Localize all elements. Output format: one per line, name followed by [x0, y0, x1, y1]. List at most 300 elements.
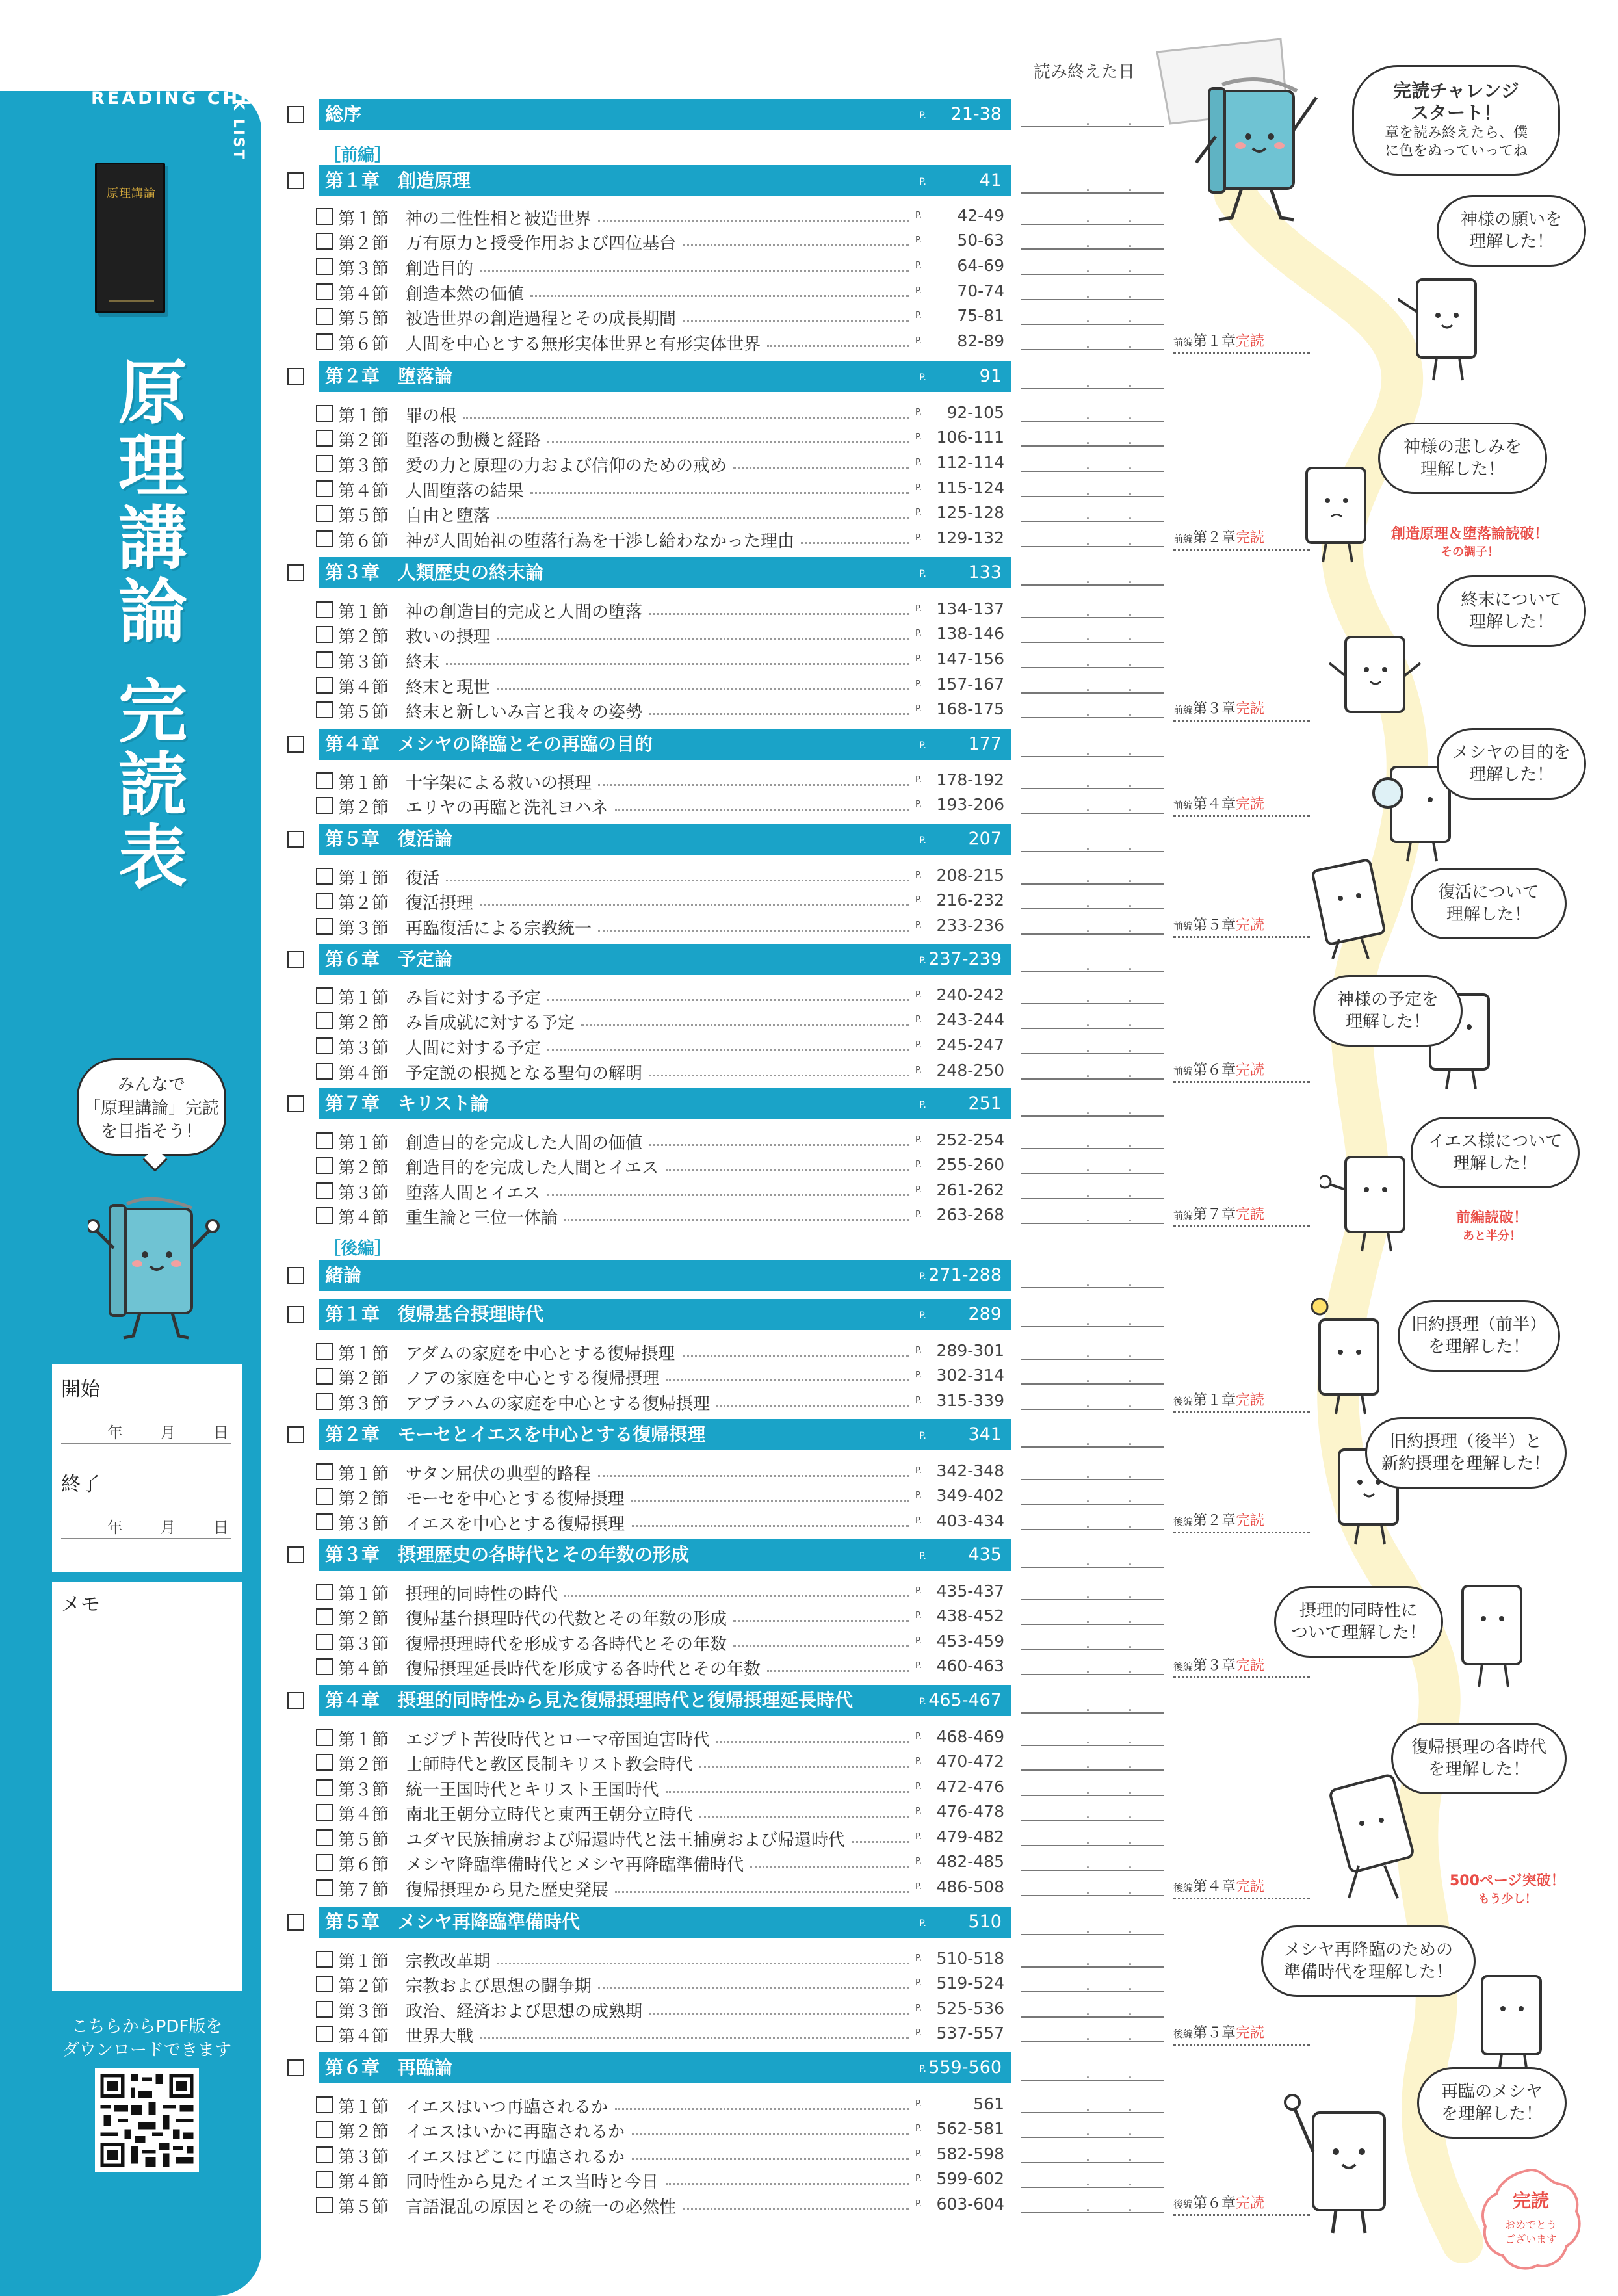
section-checkbox[interactable]	[316, 530, 333, 547]
chapter-complete-marker	[1173, 1875, 1264, 1896]
read-date-field[interactable]	[1021, 887, 1164, 909]
read-date-field[interactable]	[1021, 253, 1164, 275]
section-pages: 435-437	[936, 1582, 1004, 1600]
complete-chapter: 第３章	[1193, 701, 1236, 717]
date-dot: .	[1086, 958, 1090, 974]
page-mark: P.	[915, 1756, 922, 1766]
chapter-pages: 41	[979, 170, 1002, 190]
date-dot: .	[1086, 1134, 1090, 1151]
date-dot: .	[1086, 1660, 1090, 1676]
date-dot: .	[1128, 2173, 1132, 2189]
section-checkbox[interactable]	[316, 2171, 333, 2188]
chapter-checkbox[interactable]	[287, 951, 304, 968]
section-checkbox[interactable]	[316, 1182, 333, 1199]
section-pages: 599-602	[936, 2169, 1004, 2188]
section-checkbox[interactable]	[316, 1879, 333, 1896]
read-date-field[interactable]	[1021, 1913, 1164, 1935]
date-dot: .	[1086, 2148, 1090, 2165]
read-date-field[interactable]	[1021, 1603, 1164, 1625]
chapter-title: 緒論	[325, 1264, 362, 1286]
section-checkbox[interactable]	[316, 1488, 333, 1505]
complete-part: 前編	[1173, 704, 1194, 716]
read-date-field[interactable]	[1021, 1338, 1164, 1360]
read-date-field[interactable]	[1021, 203, 1164, 225]
section-checkbox[interactable]	[316, 2026, 333, 2042]
section-pages: 129-132	[936, 528, 1004, 547]
read-date-field[interactable]	[1021, 1970, 1164, 1992]
date-dot: .	[1086, 210, 1090, 226]
section-checkbox[interactable]	[316, 258, 333, 275]
section-checkbox[interactable]	[316, 1634, 333, 1650]
date-dot: .	[1128, 1039, 1132, 1056]
section-pages: 537-557	[936, 2024, 1004, 2042]
chapter-checkbox[interactable]	[287, 1546, 304, 1563]
chapter-checkbox[interactable]	[287, 1692, 304, 1709]
read-date-field[interactable]	[1021, 1266, 1164, 1288]
page-mark: P.	[915, 286, 922, 296]
date-dot: .	[1086, 1515, 1090, 1532]
date-dot: .	[1128, 1831, 1132, 1847]
page-mark: P.	[915, 432, 922, 442]
read-date-field[interactable]	[1021, 2020, 1164, 2042]
read-date-field[interactable]	[1021, 1007, 1164, 1029]
bubble-line: 神様の願いを	[1460, 210, 1562, 229]
cheer-note	[1450, 1872, 1565, 1909]
section-checkbox[interactable]	[316, 1513, 333, 1530]
section-checkbox[interactable]	[316, 701, 333, 718]
read-date-header: 読み終えた日	[1034, 62, 1136, 82]
section-pages: 562-581	[936, 2119, 1004, 2138]
section-pages: 486-508	[936, 1877, 1004, 1896]
read-date-field[interactable]	[1021, 475, 1164, 497]
leader-dots	[750, 1866, 909, 1868]
date-dot: .	[1128, 1273, 1132, 1290]
read-date-field[interactable]	[1021, 525, 1164, 547]
section-pages: 115-124	[936, 478, 1004, 497]
section-checkbox[interactable]	[316, 797, 333, 814]
chapter-checkbox[interactable]	[287, 1095, 304, 1112]
date-dot: .	[1086, 1273, 1090, 1290]
chapter-checkbox[interactable]	[287, 106, 304, 123]
read-date-field[interactable]	[1021, 982, 1164, 1004]
date-dot: .	[1128, 210, 1132, 226]
read-date-field[interactable]	[1021, 767, 1164, 789]
date-dot: .	[1086, 482, 1090, 499]
read-date-field[interactable]	[1021, 863, 1164, 885]
read-date-field[interactable]	[1021, 2166, 1164, 2188]
section-checkbox[interactable]	[316, 1012, 333, 1029]
section-checkbox[interactable]	[316, 208, 333, 225]
read-date-field[interactable]	[1021, 367, 1164, 389]
section-checkbox[interactable]	[316, 772, 333, 789]
read-date-field[interactable]	[1021, 1483, 1164, 1505]
section-checkbox[interactable]	[316, 893, 333, 909]
chapter-title: 第２章 モーセとイエスを中心とする復帰摂理	[325, 1424, 706, 1445]
section-checkbox[interactable]	[316, 918, 333, 935]
page-mark: P.	[919, 372, 926, 383]
date-dot: .	[1086, 1433, 1090, 1449]
leader-dots	[767, 345, 909, 347]
read-date-field[interactable]	[1021, 228, 1164, 250]
section-title: 第２節 エリヤの再臨と洗礼ヨハネ	[338, 798, 608, 818]
read-date-field[interactable]	[1021, 1849, 1164, 1871]
date-dot: .	[1086, 235, 1090, 251]
section-checkbox[interactable]	[316, 1157, 333, 1174]
date-dot: .	[1086, 1636, 1090, 1652]
cheer-line: 創造原理＆堕落論読破！	[1391, 526, 1549, 542]
chapter-pages: 341	[968, 1424, 1002, 1444]
read-date-field[interactable]	[1021, 913, 1164, 935]
date-dot: .	[1086, 1585, 1090, 1602]
chapter-title: 第６章 再臨論	[325, 2057, 453, 2078]
read-date-field[interactable]	[1021, 1388, 1164, 1410]
read-date-field[interactable]	[1021, 1458, 1164, 1480]
date-dot: .	[1086, 679, 1090, 695]
bubble-line: 準備時代を理解した！	[1283, 1963, 1453, 1982]
section-title: 第３節 政治、経済および思想の成熟期	[338, 2002, 643, 2022]
read-date-field[interactable]	[1021, 328, 1164, 350]
page-mark: P.	[915, 1832, 922, 1842]
section-title: 第２節 イエスはいかに再臨されるか	[338, 2122, 625, 2142]
leader-dots	[615, 809, 909, 811]
read-date-field[interactable]	[1021, 2116, 1164, 2138]
date-dot: .	[1128, 1312, 1132, 1329]
section-checkbox[interactable]	[316, 1037, 333, 1054]
read-date-field[interactable]	[1021, 1749, 1164, 1771]
complete-dots	[1173, 1532, 1310, 1533]
page-mark: P.	[915, 1661, 922, 1671]
date-dot: .	[1086, 1977, 1090, 1994]
leader-dots	[598, 930, 909, 932]
section-pages: 193-206	[936, 795, 1004, 814]
section-pages: 168-175	[936, 699, 1004, 718]
date-dot: .	[1086, 2003, 1090, 2019]
page-mark: P.	[915, 1611, 922, 1621]
date-dot: .	[1086, 1184, 1090, 1201]
read-date-field[interactable]	[1021, 1508, 1164, 1530]
section-checkbox[interactable]	[316, 1368, 333, 1385]
section-checkbox[interactable]	[316, 1754, 333, 1771]
section-checkbox[interactable]	[316, 430, 333, 447]
leader-dots	[581, 1024, 909, 1026]
page-mark: P.	[915, 235, 922, 245]
complete-seal-icon	[1476, 2165, 1586, 2275]
read-date-field[interactable]	[1021, 1824, 1164, 1846]
page-mark: P.	[915, 704, 922, 714]
read-date-field[interactable]	[1021, 564, 1164, 586]
section-title: 第２節 復活摂理	[338, 894, 474, 913]
page-mark: P.	[915, 1882, 922, 1892]
section-title: 第２節 救いの摂理	[338, 627, 491, 647]
read-date-field[interactable]	[1021, 500, 1164, 522]
date-dot: .	[1086, 2066, 1090, 2082]
read-date-field[interactable]	[1021, 1095, 1164, 1117]
section-checkbox[interactable]	[316, 1393, 333, 1410]
page-mark: P.	[915, 654, 922, 664]
section-pages: 315-339	[936, 1391, 1004, 1410]
read-date-field[interactable]	[1021, 1774, 1164, 1796]
leader-dots	[716, 1741, 909, 1743]
date-dot: .	[1086, 989, 1090, 1006]
complete-label: 完読	[1236, 333, 1265, 350]
page-mark: P.	[919, 111, 926, 121]
read-date-field[interactable]	[1021, 696, 1164, 718]
section-pages: 112-114	[936, 453, 1004, 472]
complete-dots	[1173, 2214, 1310, 2216]
date-dot: .	[1128, 742, 1132, 759]
section-checkbox[interactable]	[316, 2197, 333, 2213]
date-dot: .	[1086, 310, 1090, 326]
pdf-note-line: ダウンロードできます	[62, 2041, 231, 2060]
read-date-field[interactable]	[1021, 735, 1164, 757]
read-date-field[interactable]	[1021, 1628, 1164, 1650]
date-dot: .	[1128, 1553, 1132, 1569]
bubble-line: スタート！	[1410, 102, 1502, 124]
page-mark: P.	[919, 1431, 926, 1441]
read-date-field[interactable]	[1021, 672, 1164, 694]
read-date-field[interactable]	[1021, 1363, 1164, 1385]
read-date-field[interactable]	[1021, 1996, 1164, 2018]
read-date-field[interactable]	[1021, 450, 1164, 472]
bubble-line: 神様の悲しみを	[1403, 437, 1522, 457]
book-character-icon	[1281, 2080, 1404, 2236]
page-mark: P.	[915, 533, 922, 543]
speech-bubble	[1437, 728, 1586, 800]
page-mark: P.	[915, 629, 922, 638]
read-date-field[interactable]	[1021, 1946, 1164, 1968]
page-mark: P.	[915, 1370, 922, 1380]
read-date-field[interactable]	[1021, 1032, 1164, 1054]
chapter-header	[319, 1685, 1011, 1716]
section-title: 第６節 人間を中心とする無形実体世界と有形実体世界	[338, 335, 761, 354]
section-title: 第１節 アダムの家庭を中心とする復帰摂理	[338, 1344, 675, 1364]
date-dot: .	[1086, 628, 1090, 644]
date-dot: .	[1128, 432, 1132, 448]
read-date-field[interactable]	[1021, 1724, 1164, 1746]
section-checkbox[interactable]	[316, 651, 333, 668]
section-checkbox[interactable]	[316, 1343, 333, 1360]
complete-label: 完読	[1236, 1062, 1265, 1078]
read-date-field[interactable]	[1021, 172, 1164, 194]
page-mark: P.	[915, 1040, 922, 1050]
section-checkbox[interactable]	[316, 2001, 333, 2018]
section-checkbox[interactable]	[316, 233, 333, 250]
page-mark: P.	[915, 483, 922, 493]
read-date-field[interactable]	[1021, 950, 1164, 972]
section-checkbox[interactable]	[316, 1207, 333, 1224]
date-dot: .	[1086, 112, 1090, 129]
date-dot: .	[1128, 870, 1132, 886]
read-date-field[interactable]	[1021, 1874, 1164, 1896]
section-checkbox[interactable]	[316, 1976, 333, 1992]
chapter-checkbox[interactable]	[287, 564, 304, 581]
section-title: 第１節 神の創造目的完成と人間の堕落	[338, 603, 643, 622]
section-pages: 510-518	[936, 1949, 1004, 1968]
speech-bubble	[1274, 1586, 1443, 1658]
section-checkbox[interactable]	[316, 1063, 333, 1080]
read-date-field[interactable]	[1021, 2091, 1164, 2113]
section-checkbox[interactable]	[316, 868, 333, 885]
section-checkbox[interactable]	[316, 2121, 333, 2138]
date-dot: .	[1128, 1065, 1132, 1081]
section-title: 第３節 復帰摂理時代を形成する各時代とその年数	[338, 1635, 727, 1654]
chapter-checkbox[interactable]	[287, 368, 304, 385]
bubble-line: 章を読み終えたら、僕	[1384, 125, 1528, 141]
chapter-checkbox[interactable]	[287, 1426, 304, 1443]
speech-bubble	[1352, 65, 1560, 176]
leader-dots	[564, 1219, 909, 1221]
complete-part: 前編	[1173, 1065, 1194, 1077]
leader-dots	[683, 2208, 909, 2210]
section-checkbox[interactable]	[316, 1951, 333, 1968]
page-mark: P.	[915, 990, 922, 1000]
chapter-checkbox[interactable]	[287, 831, 304, 848]
leader-dots	[547, 1049, 909, 1051]
read-date-field[interactable]	[1021, 400, 1164, 422]
bubble-line: 旧約摂理（後半）と	[1389, 1432, 1542, 1452]
read-date-field[interactable]	[1021, 1426, 1164, 1448]
read-date-field[interactable]	[1021, 2141, 1164, 2163]
read-date-field[interactable]	[1021, 621, 1164, 643]
section-title: 第４節 世界大戦	[338, 2027, 474, 2046]
bubble-line: メシヤ再降臨のための	[1283, 1940, 1453, 1960]
section-title: 第１節 創造目的を完成した人間の価値	[338, 1134, 643, 1153]
read-date-field[interactable]	[1021, 596, 1164, 618]
book-character-icon	[1463, 1957, 1560, 2080]
chapter-checkbox[interactable]	[287, 1267, 304, 1284]
speech-bubble	[1398, 1300, 1560, 1372]
complete-label: 完読	[1236, 1513, 1265, 1529]
date-dot: .	[1086, 1553, 1090, 1569]
section-checkbox[interactable]	[316, 405, 333, 422]
section-checkbox[interactable]	[316, 480, 333, 497]
section-checkbox[interactable]	[316, 1829, 333, 1846]
section-title: 第４節 創造本然の価値	[338, 285, 525, 304]
section-checkbox[interactable]	[316, 308, 333, 325]
bubble-line: 摂理的同時性に	[1299, 1601, 1418, 1621]
section-title: 第３節 統一王国時代とキリスト王国時代	[338, 1781, 659, 1800]
section-checkbox[interactable]	[316, 2146, 333, 2163]
chapter-header	[319, 165, 1011, 196]
read-date-field[interactable]	[1021, 1799, 1164, 1821]
chapter-checkbox[interactable]	[287, 1306, 304, 1323]
date-dot: .	[1086, 703, 1090, 720]
section-checkbox[interactable]	[316, 1584, 333, 1600]
read-date-field[interactable]	[1021, 1202, 1164, 1224]
complete-part: 前編	[1173, 337, 1194, 348]
section-pages: 519-524	[936, 1974, 1004, 1992]
section-checkbox[interactable]	[316, 1804, 333, 1821]
section-checkbox[interactable]	[316, 987, 333, 1004]
read-date-field[interactable]	[1021, 646, 1164, 668]
read-date-field[interactable]	[1021, 303, 1164, 325]
chapter-pages: 237-239	[928, 949, 1002, 969]
complete-chapter: 第１章	[1193, 333, 1236, 350]
cheer-note	[1456, 1209, 1528, 1246]
read-date-field[interactable]	[1021, 1546, 1164, 1568]
chapter-checkbox[interactable]	[287, 1914, 304, 1931]
date-dot: .	[1086, 571, 1090, 587]
read-date-field[interactable]	[1021, 1177, 1164, 1199]
page-mark: P.	[919, 2064, 926, 2074]
section-checkbox[interactable]	[316, 601, 333, 618]
section-checkbox[interactable]	[316, 1854, 333, 1871]
read-date-field[interactable]	[1021, 1653, 1164, 1675]
chapter-checkbox[interactable]	[287, 2059, 304, 2076]
read-date-field[interactable]	[1021, 424, 1164, 447]
complete-part: 後編	[1173, 1396, 1194, 1407]
read-date-field[interactable]	[1021, 1691, 1164, 1714]
date-dot: .	[1128, 1014, 1132, 1030]
read-date-field[interactable]	[1021, 105, 1164, 127]
leader-dots	[598, 220, 909, 222]
page-mark: P.	[915, 1516, 922, 1526]
read-date-field[interactable]	[1021, 278, 1164, 300]
read-date-field[interactable]	[1021, 1578, 1164, 1600]
read-date-field[interactable]	[1021, 1127, 1164, 1149]
date-dot: .	[1086, 260, 1090, 276]
read-date-field[interactable]	[1021, 2059, 1164, 2081]
leader-dots	[733, 1620, 909, 1622]
section-checkbox[interactable]	[316, 283, 333, 300]
section-pages: 138-146	[936, 624, 1004, 643]
date-dot: .	[1128, 1433, 1132, 1449]
page-mark: P.	[915, 775, 922, 785]
date-dot: .	[1128, 1134, 1132, 1151]
chapter-title: 第４章 メシヤの降臨とその再臨の目的	[325, 733, 653, 755]
chapter-complete-marker	[1173, 2192, 1264, 2212]
read-date-field[interactable]	[1021, 1305, 1164, 1327]
read-date-field[interactable]	[1021, 830, 1164, 852]
section-checkbox[interactable]	[316, 1608, 333, 1625]
section-checkbox[interactable]	[316, 677, 333, 694]
section-checkbox[interactable]	[316, 505, 333, 522]
section-title: 第４節 南北王朝分立時代と東西王朝分立時代	[338, 1805, 694, 1825]
section-checkbox[interactable]	[316, 1729, 333, 1746]
complete-label: 完読	[1236, 1658, 1265, 1674]
chapter-title: 第４章 摂理的同時性から見た復帰摂理時代と復帰摂理延長時代	[325, 1689, 854, 1711]
section-checkbox[interactable]	[316, 1132, 333, 1149]
section-checkbox[interactable]	[316, 2096, 333, 2113]
leader-dots	[446, 663, 909, 665]
complete-label: 完読	[1236, 1207, 1265, 1223]
section-checkbox[interactable]	[316, 1658, 333, 1675]
end-label: 終了	[61, 1473, 100, 1496]
complete-part: 後編	[1173, 2028, 1194, 2040]
read-date-field[interactable]	[1021, 2191, 1164, 2213]
page-mark: P.	[915, 1185, 922, 1195]
section-checkbox[interactable]	[316, 333, 333, 350]
complete-part: 前編	[1173, 920, 1194, 932]
chapter-checkbox[interactable]	[287, 172, 304, 189]
read-date-field[interactable]	[1021, 1152, 1164, 1174]
read-date-field[interactable]	[1021, 792, 1164, 814]
chapter-pages: 177	[968, 734, 1002, 754]
section-checkbox[interactable]	[316, 1779, 333, 1796]
section-checkbox[interactable]	[316, 626, 333, 643]
read-date-field[interactable]	[1021, 1058, 1164, 1080]
section-checkbox[interactable]	[316, 455, 333, 472]
page-mark: P.	[915, 261, 922, 270]
complete-dots	[1173, 352, 1310, 354]
date-dot: .	[1086, 837, 1090, 854]
section-checkbox[interactable]	[316, 1463, 333, 1480]
page-mark: P.	[915, 604, 922, 614]
date-dot: .	[1086, 1856, 1090, 1872]
chapter-checkbox[interactable]	[287, 736, 304, 753]
leader-dots	[683, 244, 909, 246]
date-dot: .	[1086, 1920, 1090, 1937]
